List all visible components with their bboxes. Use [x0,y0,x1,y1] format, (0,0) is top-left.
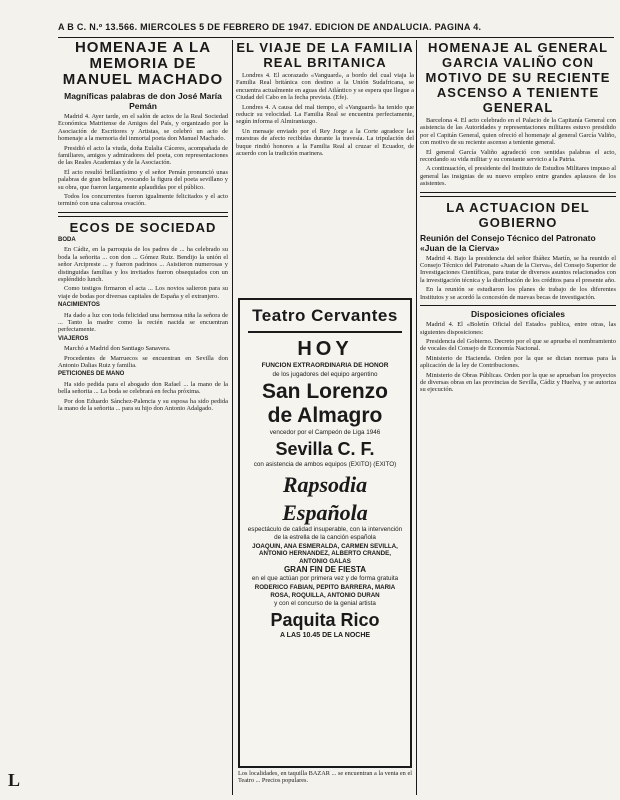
column-right [420,40,616,795]
machado-subhead: Magníficas palabras de don José María Pemán [64,91,222,111]
ad-theatre-name: Teatro Cervantes [252,306,398,325]
royal-trip-headline: EL VIAJE DE LA FAMILIA REAL BRITANICA [236,40,414,70]
ad-show-title-b: Española [282,500,368,525]
column-rule-2 [416,40,417,795]
article-paragraph: El general García Valiño agradeció con sentidas palabras el acto, recordando su vida militar y su constante servicio a la Patria. [420,148,616,164]
ad-line: y con el concurso de la genial artista [274,600,376,608]
article-paragraph: Londres 4. El acorazado «Vanguard», a bordo del cual viaja la Familia Real británica con destino a la Unión Sudafricana, se encuentra actualmente en aguas del Atlántico y se espera que llegue a Ciudad del Cabo en la fecha prevista. (Efe). [236,72,414,102]
column-rule-1 [232,40,233,795]
article-paragraph: En Cádiz, en la parroquia de los padres de ... ha celebrado su boda la señorita ... con don ... Gómez Ruiz. Bendijo la unión el señor Arcipreste ... y fueron padrinos ... Asistieron numerosas y distinguidas familias y los invitados fueron obsequiados con un espléndido lunch. [58,246,228,283]
article-paragraph: Por don Eduardo Sánchez-Palencia y su esposa ha sido pedida la mano de la señorita ... para su hijo don Antonio Adalgado. [58,397,228,412]
article-paragraph: Barcelona 4. El acto celebrado en el Palacio de la Capitanía General con asistencia de las Autoridades y representaciones militares estuvo presidido por el Capitán General, quien ofreció el homenaje al general García Valiño, con motivo de su reciente ascenso a teniente general. [420,117,616,147]
article-paragraph: Madrid 4. Ayer tarde, en el salón de actos de la Real Sociedad Económica Matritense de Amigos del País, y organizado por la Asociación de Escritores y Artistas, se celebró un acto de homenaje a la memoria del inmortal poeta don Manuel Machado. [58,113,228,143]
garcia-valino-headline: HOMENAJE AL GENERAL GARCIA VALIÑO CON MOTIVO DE SU RECIENTE ASCENSO A TENIENTE GENERAL [425,40,611,115]
ad-show-title: Rapsodia [282,472,368,497]
article-paragraph: Procedentes de Marruecos se encuentran en Sevilla don Antonio Dalias Ruiz y familia. [58,354,228,369]
ad-line: en el que actúan por primera vez y de forma gratuita [251,575,399,583]
ad-line: de los jugadores del equipo argentino [272,371,378,378]
ad-fin-fiesta: GRAN FIN DE FIESTA [283,565,367,575]
ad-line: espectáculo de calidad insuperable, con la intervención de la estrella de la canción española [247,526,403,541]
ad-line: vencedor por el Campeón de Liga 1946 [269,429,381,436]
article-paragraph: Presidió el acto la viuda, doña Eulalia Cáceres, acompañada de familiares, amigos y admiradores del poeta, con representaciones de las Reales Academias y de la Asociación. [58,144,228,167]
article-paragraph: Un mensaje enviado por el Rey Jorge a la Corte agradece las muestras de afecto recibidas durante la travesía. La tripulación del buque rindió honores a la Familia Real al cruzar el Ecuador, de acuerdo con la tradición marinera. [236,127,414,158]
article-paragraph: Todos los concurrentes fueron igualmente felicitados y el acto terminó con una calurosa ovación. [58,193,228,208]
article-paragraph: A continuación, el presidente del Instituto de Estudios Militares impuso al general las insignias de su nuevo empleo entre grandes aplausos de los asistentes. [420,165,616,188]
column-left [58,40,228,795]
article-paragraph: El acto resultó brillantísimo y el señor Pemán pronunció unas palabras de gran belleza, evocando la figura del poeta sevillano y su obra, que fueron largamente aplaudidas por el público. [58,168,228,191]
machado-headline: HOMENAJE A LA MEMORIA DE MANUEL MACHADO [62,40,224,88]
ad-line: FUNCION EXTRAORDINARIA DE HONOR [261,362,389,369]
article-paragraph: Madrid 4. Bajo la presidencia del señor Ibáñez Martín, se ha reunido el Consejo Técnico del Patronato «Juan de la Cierva», del Consejo Superior de Investigaciones Científicas, para tratar de diversos asuntos relacionados con la investigación técnica y la distribución de los créditos para el presente año. [420,254,616,284]
ecos-headline: ECOS DE SOCIEDAD [69,219,217,235]
masthead-rule [58,37,614,38]
article-paragraph: Marchó a Madrid don Santiago Sanavera. [64,345,171,353]
ad-footer-note: Los localidades, en taquilla BAZAR ... se encuentran a la venta en el Teatro ... Precios populares. [238,770,412,785]
section-label: VIAJEROS [58,335,89,342]
ad-team-two: Sevilla C. F. [275,439,375,459]
article-paragraph: Ministerio de Hacienda. Orden por la que se dictan normas para la aplicación de la ley de Contribuciones. [420,354,616,370]
article-paragraph: Ha dado a luz con toda felicidad una hermosa niña la señora de ... Tanto la madre como la recién nacida se encuentran perfectamente. [58,311,228,334]
theatre-advert [238,298,412,768]
section-divider [58,212,228,217]
article-paragraph: Ha sido pedida para el abogado don Rafael ... la mano de la bella señorita ... La boda se celebrará en fecha próxima. [58,380,228,396]
article-paragraph: Presidencia del Gobierno. Decreto por el que se aprueba el nombramiento de vocales del Consejo de Economía Nacional. [420,337,616,353]
article-paragraph: Ministerio de Obras Públicas. Orden por la que se aprueban los proyectos de diversas obras en las provincias de Sevilla, Cádiz y Huelva, y se autoriza su ejecución. [420,371,616,394]
ad-line: con asistencia de ambos equipos (EXITO) (EXITO) [253,461,397,468]
ad-cast-two: RODERICO FABIAN, PEPITO BARRERA, MARIA ROSA, ROQUILLA, ANTONIO DURAN [254,584,396,599]
gobierno-headline: LA ACTUACION DEL GOBIERNO [446,199,590,230]
ad-time: A LAS 10.45 DE LA NOCHE [279,632,371,640]
section-divider [420,192,616,197]
ad-rule [248,331,402,333]
article-paragraph: Londres 4. A causa del mal tiempo, el «Vanguard» ha tenido que reducir su velocidad. La Familia Real se encuentra perfectamente, según informa el Almirantazgo. [236,103,414,126]
section-divider [420,305,616,306]
ad-star: Paquita Rico [270,610,380,631]
section-label: PETICIONES DE MANO [58,371,125,378]
section-label: BODA [58,236,76,243]
corner-mark: L [8,770,21,790]
ad-team-one: San Lorenzo [261,380,388,403]
consejo-subhead: Reunión del Consejo Técnico del Patronato «Juan de la Cierva» [420,232,596,253]
ad-hoy: HOY [297,338,353,360]
section-label: NACIMIENTOS [58,302,100,309]
article-paragraph: Madrid 4. El «Boletín Oficial del Estado» publica, entre otras, las siguientes disposiciones: [420,321,616,336]
disposiciones-subhead: Disposiciones oficiales [470,309,565,320]
article-paragraph: Como testigos firmaron el acta ... Los novios salieron para su viaje de bodas por diversas capitales de España y el extranjero. [58,285,228,300]
ad-cast: JOAQUIN, ANA ESMERALDA, CARMEN SEVILLA, ANTONIO HERNANDEZ, ALBERTO CRANDE, ANTONIO GALAS [252,543,398,565]
ad-team-one-b: de Almagro [267,404,383,427]
article-paragraph: En la reunión se estudiaron los planes de trabajo de los diferentes Institutos y se acordó la concesión de nuevas becas de investigación. [420,286,616,301]
masthead: A B C. N.º 13.566. MIERCOLES 5 DE FEBRERO DE 1947. EDICION DE ANDALUCIA. PAGINA 4. [58,22,482,32]
